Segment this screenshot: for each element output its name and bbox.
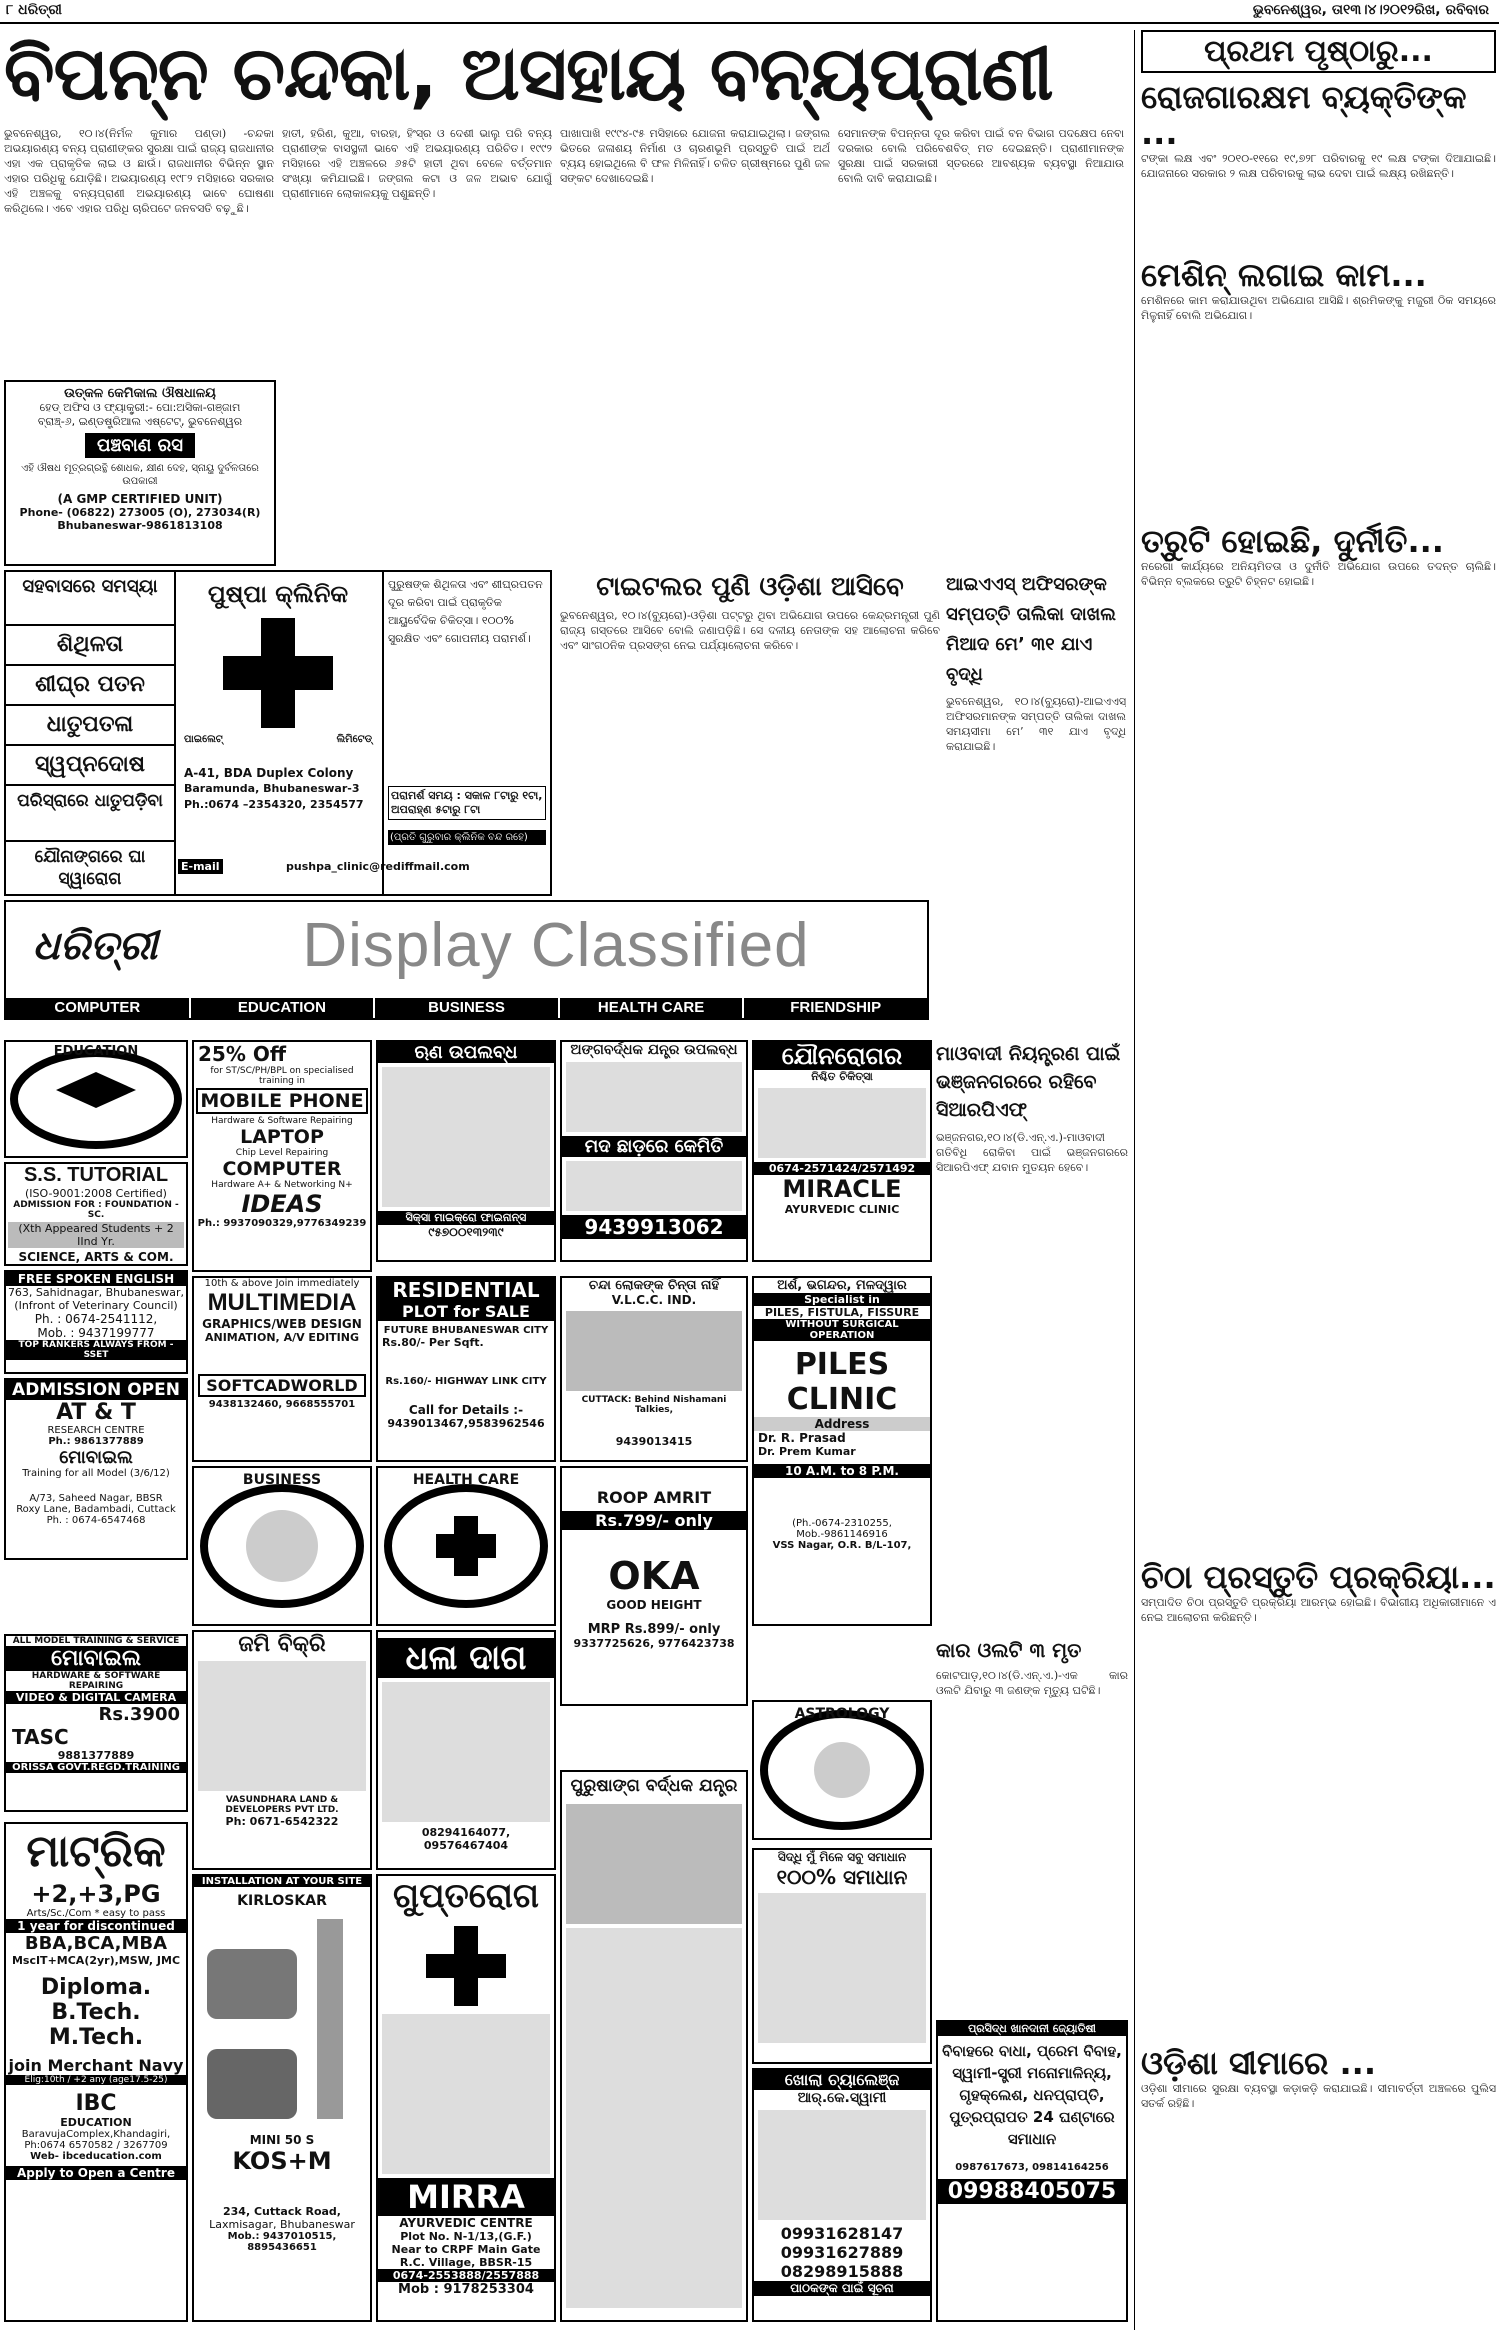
- piles-spec: Specialist in: [754, 1293, 930, 1306]
- atnt-train: Training for all Model (3/6/12): [22, 1468, 170, 1479]
- ias-body: ଭୁବନେଶ୍ୱର, ୧୦।୪(ବ୍ୟୁରୋ)-ଆଇଏଏସ୍ ଅଫିସରମାନଙ୍କ ସମ୍ପତ୍ତି ତାଲିକା ଦାଖଲ ସମୟସୀମା ମେ’ ୩୧ ଯାଏ ବୃଦ୍ଧି କରାଯାଇଛି।: [946, 695, 1126, 753]
- siddhi-pct: ୧୦୦% ସମାଧାନ: [776, 1865, 908, 1889]
- healthcare-label: HEALTH CARE: [412, 1472, 520, 1488]
- piles-timing: 10 A.M. to 8 P.M.: [754, 1464, 930, 1478]
- kirloskar-addr: 234, Cuttack Road,: [223, 2205, 341, 2218]
- pushpa-timing: ପରାମର୍ଶ ସମୟ : ସକାଳ ୮ଟାରୁ ୧ଟା, ଅପରାହ୍ଣ ୫ଟାରୁ ୮ଟା: [388, 786, 546, 820]
- story-heading: ରୋଜଗାରକ୍ଷମ ବ୍ୟକ୍ତିଙ୍କ ...: [1141, 78, 1467, 152]
- oka-mrp: MRP Rs.899/- only: [587, 1622, 721, 1637]
- kirloskar-addr2: Laxmisagar, Bhubaneswar: [209, 2218, 355, 2231]
- pushpa-description: ପୁରୁଷଙ୍କ ଶିଥିଳତା ଏବଂ ଶୀଘ୍ରପତନ ଦୂର କରିବା ପାଇଁ ପ୍ରାକୃତିକ ଆୟୁର୍ବେଦିକ ଚିକିତ୍ସା। ୧୦୦% ସୁରକ୍ଷିତ ଏବଂ ଗୋପନୀୟ ପରାମର୍ଶ।: [388, 578, 543, 645]
- education-emblem: [4, 1040, 188, 1158]
- lead-col3: ପାଖାପାଖି ୧୯୯୪-୯୫ ମସିହାରେ ଯୋଜନା କରାଯାଇଥିଲା। ଜଙ୍ଗଲ ଭିତରେ ଜଳାଶୟ ନିର୍ମାଣ ଓ ଚାରଣଭୂମି ପ୍ରସ୍ତୁତି ପାଇଁ ଅର୍ଥ ବ୍ୟୟ ହୋଇଥିଲେ ବି ଫଳ ମିଳିନାହିଁ। ଚଳିତ ଗ୍ରୀଷ୍ମରେ ପୁଣି ଜଳ ସଙ୍କଟ ଦେଖାଦେଇଛି।: [560, 127, 830, 185]
- category-business[interactable]: BUSINESS: [375, 998, 560, 1018]
- ideas-laptop: LAPTOP: [240, 1126, 324, 1148]
- dhala-ad: [376, 1630, 556, 1870]
- pharma-cert: (A GMP CERTIFIED UNIT): [57, 492, 223, 506]
- land-phone: Ph: 0671-6542322: [225, 1815, 339, 1828]
- ideas-computer: COMPUTER: [222, 1158, 342, 1180]
- business-emblem: [192, 1466, 372, 1626]
- piles-ad: [752, 1276, 932, 1626]
- atnt-ad: [4, 1378, 188, 1560]
- ss-admission: ADMISSION FOR : FOUNDATION - SC.: [13, 1200, 179, 1220]
- spoken-english-addr: 763, Sahidnagar, Bhubaneswar,: [7, 1286, 185, 1299]
- roop-title: ROOP AMRIT: [596, 1488, 712, 1507]
- matric-bba: BBA,BCA,MBA: [24, 1933, 168, 1954]
- pandit-phone: 09988405075: [938, 2179, 1126, 2204]
- continued-tag: ପ୍ରଥମ ପୃଷ୍ଠାରୁ...: [1141, 30, 1496, 73]
- multimedia-ad: [192, 1276, 372, 1462]
- piles-clinic: CLINIC: [786, 1382, 898, 1417]
- car-body: କୋଟପାଡ଼,୧୦।୪(ଡି.ଏନ୍.ଏ.)-ଏକ କାର ଓଲଟି ଯିବାରୁ ୩ ଜଣଙ୍କ ମୃତ୍ୟୁ ଘଟିଛି।: [936, 1669, 1128, 1697]
- plot-ad: [376, 1276, 556, 1462]
- pushpa-logo: ପୁଷ୍ପା କ୍ଲିନିକ: [207, 580, 349, 608]
- rk-swami-ad: [752, 2068, 932, 2322]
- dateline: ଭୁବନେଶ୍ୱର, ତା୧୩।୪।୨୦୧୨ରିଖ, ରବିବାର: [1252, 2, 1489, 18]
- piles-doctor1: Dr. R. Prasad: [758, 1431, 846, 1445]
- pharma-branch: ବ୍ରାଞ୍ଚ୍-୬, ଇଣ୍ଡଷ୍ଟ୍ରିଆଲ ଏଷ୍ଟେଟ୍, ଭୁବନେଶ୍ୱର: [37, 415, 243, 428]
- medical-cross-icon: [426, 1926, 506, 2006]
- ideas-computer-sub: Hardware A+ & Networking N+: [211, 1180, 353, 1190]
- mobile-train-title: ALL MODEL TRAINING & SERVICE: [12, 1636, 180, 1646]
- loan-company: ସିକ୍ସା ମାଇକ୍ରୋ ଫାଇନାନ୍ସ: [378, 1211, 554, 1225]
- kirloskar-ad: [192, 1874, 372, 2322]
- enlarger-liquor: ମଦ ଛାଡ଼ରେ କେମିତି: [562, 1136, 746, 1157]
- zodiac-icon: [754, 1702, 930, 1838]
- ideas-off-note: for ST/SC/PH/BPL on specialised training in: [210, 1066, 354, 1086]
- spoken-english-title: FREE SPOKEN ENGLISH: [6, 1272, 186, 1286]
- enlarger-text-placeholder2: [566, 1161, 742, 1211]
- healthcare-emblem: [376, 1466, 556, 1626]
- mobile-train-name: ମୋବାଇଲ: [6, 1646, 186, 1671]
- story-heading: ତ୍ରୁଟି ହୋଇଛି, ଦୁର୍ନୀତି...: [1141, 522, 1444, 560]
- lead-col4: ସେମାନଙ୍କ ବିପନ୍ନତା ଦୂର କରିବା ପାଇଁ ବନ ବିଭାଗ ପଦକ୍ଷେପ ନେବା ଦରକାର ବୋଲି ପରିବେଶବିତ୍ ମତ ଦେଇଛନ୍ତି। ପ୍ରାଣୀମାନଙ୍କ ସୁରକ୍ଷା ପାଇଁ ସରକାରୀ ସ୍ତରରେ ଆବଶ୍ୟକ ବ୍ୟବସ୍ଥା ନିଆଯାଉ ବୋଲି ଦାବି କରାଯାଇଛି।: [838, 127, 1124, 185]
- category-health-care[interactable]: HEALTH CARE: [560, 998, 745, 1018]
- land-company: VASUNDHARA LAND & DEVELOPERS PVT LTD.: [225, 1795, 339, 1815]
- pandit-phone2: 0987617673, 09814164256: [955, 2162, 1109, 2173]
- enlarger-title: ଅଙ୍ଗବର୍ଦ୍ଧକ ଯନ୍ତ୍ର ଉପଲବ୍ଧ: [570, 1042, 738, 1058]
- ideas-ad: [192, 1040, 372, 1272]
- astrology-label: ASTROLOGY: [794, 1706, 890, 1722]
- piles-head: ଅର୍ଶ, ଭଗନ୍ଦର, ମଳଦ୍ୱାର: [777, 1278, 907, 1293]
- matric-mscit: MscIT+MCA(2yr),MSW, JMC: [11, 1954, 181, 1967]
- category-education[interactable]: EDUCATION: [191, 998, 376, 1018]
- story-heading: ମେଶିନ୍ ଲଗାଇ କାମ...: [1141, 256, 1427, 294]
- lead-col1: ଭୁବନେଶ୍ୱର, ୧୦।୪(ନିର୍ମଳ କୁମାର ପଣ୍ଡା) -ଚନ୍ଦକା ଅଭୟାରଣ୍ୟ ବନ୍ୟ ପ୍ରାଣୀଙ୍କର ସୁରକ୍ଷା ପାଇଁ ରାଜ୍ୟ ରାଜଧାନୀର ଏହା ଏକ ପ୍ରାକୃତିକ ଲାଇ ଓ ଛାଉଁ। ରାଜଧାନୀର ବିଭିନ୍ନ ସ୍ଥାନ ଏହାର ପରିଧିକୁ ଯୋଡ଼ିଛି। ଅଭୟାରଣ୍ୟ ୧୯୮୨ ମସିହାରେ ସରକାର ଏହି ଅଞ୍ଚଳକୁ ବନ୍ୟପ୍ରାଣୀ ଅଭୟାରଣ୍ୟ ଭାବେ ଘୋଷଣା କରିଥିଲେ। ଏବେ ଏହାର ପରିଧି ଚାରିପଟେ ଜନବସତି ବଢ଼ୁଛି।: [4, 127, 274, 215]
- piles-vss: VSS Nagar, O.R. B/L-107,: [772, 1540, 912, 1551]
- top-strip: [0, 0, 1499, 24]
- mobile-training-ad: [4, 1634, 188, 1812]
- vlcc-phone: 9439013415: [615, 1435, 693, 1448]
- matric-pg: +2,+3,PG: [31, 1880, 161, 1908]
- loan-title: ଋଣ ଉପଲବ୍ଧ: [378, 1042, 554, 1063]
- ibc-name: IBC: [75, 2091, 117, 2116]
- tasc-orissa: ORISSA GOVT.REGD.TRAINING: [6, 1762, 186, 1773]
- lead-headline: ବିପନ୍ନ ଚନ୍ଦକା, ଅସହାୟ ବନ୍ୟପ୍ରାଣୀ: [4, 31, 1053, 117]
- mirra-mobile: Mob : 9178253304: [398, 2282, 534, 2297]
- pushpa-sub-left: ପାଇଲେଟ୍: [184, 734, 223, 745]
- softcad-phone: 9438132460, 9668555701: [208, 1399, 356, 1410]
- loan-text-placeholder: [382, 1067, 550, 1207]
- pandit-ad: [936, 2020, 1128, 2322]
- gupta-ad: [376, 1874, 556, 2322]
- mirra-phone: 0674-2553888/2557888: [378, 2269, 554, 2282]
- plot-residential: RESIDENTIAL: [378, 1278, 554, 1302]
- ss-iso: (ISO-9001:2008 Certified): [25, 1187, 167, 1200]
- car-story: [936, 1636, 1128, 2016]
- khola-title: ଖୋଲା ଚ୍ୟାଲେଞ୍ଜ: [754, 2070, 930, 2090]
- titler-headline: ଟାଇଟଲର ପୁଣି ଓଡ଼ିଶା ଆସିବେ: [596, 572, 904, 602]
- dhala-text-placeholder: [382, 1682, 550, 1822]
- piles-address: Address: [754, 1417, 930, 1431]
- graduation-cap-icon: [6, 1042, 186, 1156]
- vlcc-ad: [560, 1276, 748, 1462]
- ideas-off: 25% Off: [198, 1042, 287, 1066]
- purusha-text-placeholder: [566, 1928, 742, 2308]
- piles-op: WITHOUT SURGICAL OPERATION: [754, 1319, 930, 1341]
- vlcc-addr: CUTTACK: Behind Nishamani Talkies,: [581, 1395, 727, 1415]
- kirloskar-mobile: Mob.: 9437010515, 8895436651: [227, 2231, 337, 2253]
- kirloskar-brand: KIRLOSKAR: [237, 1893, 327, 1909]
- story-body: ଓଡ଼ିଶା ସୀମାରେ ସୁରକ୍ଷା ବ୍ୟବସ୍ଥା କଡ଼ାକଡ଼ି କରାଯାଇଛି। ସୀମାବର୍ତ୍ତୀ ଅଞ୍ଚଳରେ ପୁଲିସ ସତର୍କ ରହିଛି।: [1141, 2082, 1496, 2110]
- atnt-sub: RESEARCH CENTRE: [47, 1425, 145, 1436]
- vlcc-brand: V.L.C.C. IND.: [611, 1293, 697, 1307]
- story-body: ଟଙ୍କା ଲକ୍ଷ ଏବଂ ୨୦୧୦-୧୧ରେ ୧୯,୭୨୮ ପରିବାରକୁ ୧୯ ଲକ୍ଷ ଟଙ୍କା ଦିଆଯାଇଛି। ଯୋଜନାରେ ସରକାର ୨ ଲକ୍ଷ ପରିବାରକୁ ଲାଭ ଦେବା ପାଇଁ ଲକ୍ଷ୍ୟ ରଖିଛନ୍ତି।: [1141, 152, 1496, 180]
- plot-phone: 9439013467,9583962546: [387, 1417, 545, 1430]
- ss-line: (Xth Appeared Students + 2 IInd Yr.: [8, 1222, 184, 1248]
- pushpa-item: ପରିସ୍ରାରେ ଧାତୁପଡ଼ିବା: [6, 786, 174, 842]
- softcad-logo: SOFTCADWORLD: [198, 1374, 366, 1397]
- admission-open: ADMISSION OPEN: [6, 1380, 186, 1400]
- mm-sub2: ANIMATION, A/V EDITING: [204, 1331, 360, 1344]
- siddhi-ad: [752, 1848, 932, 2064]
- classified-banner: [4, 900, 929, 1020]
- matric-ad: [4, 1822, 188, 2322]
- mobile-train-hw: HARDWARE & SOFTWARE REPAIRING: [31, 1671, 161, 1691]
- category-computer[interactable]: COMPUTER: [6, 998, 191, 1018]
- pharma-ad: [4, 380, 276, 566]
- purusha-title: ପୁରୁଷାଙ୍ଗ ବର୍ଦ୍ଧକ ଯନ୍ତ୍ର: [570, 1776, 738, 1796]
- spoken-english-mobile: Mob. : 9437199777: [37, 1326, 155, 1340]
- astrology-emblem: [752, 1700, 932, 1840]
- purusha-photo: [566, 1804, 742, 1924]
- ias-headline: ଆଇଏଏସ୍ ଅଫିସରଙ୍କ ସମ୍ପତ୍ତି ତାଲିକା ଦାଖଲ ମିଆଦ ମେ’ ୩୧ ଯାଏ ବୃଦ୍ଧି: [946, 574, 1116, 685]
- matric-btech: B.Tech.: [51, 2000, 141, 2025]
- piles-phone: (Ph.-0674-2310255, Mob.-9861146916: [792, 1518, 892, 1540]
- oka-sub: GOOD HEIGHT: [606, 1598, 702, 1612]
- tasc-phone: 9881377889: [57, 1749, 135, 1762]
- miracle-title: ଯୌନରୋଗର: [754, 1042, 930, 1070]
- swami-name: ଆର୍.କେ.ସ୍ୱାମୀ: [797, 2090, 887, 2106]
- khola-phone3: 08298915888: [780, 2262, 904, 2281]
- khola-phone2: 09931627889: [780, 2243, 904, 2262]
- oka-ad: [560, 1466, 748, 1706]
- health-cross-icon: [378, 1468, 554, 1624]
- ss-streams: SCIENCE, ARTS & COM.: [18, 1250, 174, 1264]
- mobile-train-video: VIDEO & DIGITAL CAMERA: [6, 1691, 186, 1704]
- pushpa-item: ଧାତୁପତଳା: [6, 706, 174, 746]
- titler-body: ଭୁବନେଶ୍ୱର, ୧୦।୪(ବ୍ୟୁରୋ)-ଓଡ଼ିଶା ପଟ୍ଟରୁ ଥିବା ଅଭିଯୋଗ ଉପରେ କେନ୍ଦ୍ରମନ୍ତ୍ରୀ ପୁଣି ରାଜ୍ୟ ଗସ୍ତରେ ଆସିବେ ବୋଲି ଜଣାପଡ଼ିଛି। ସେ ଦଳୀୟ ନେତାଙ୍କ ସହ ଆଲୋଚନା କରିବେ ଏବଂ ସାଂଗଠନିକ ପ୍ରସଙ୍ଗ ନେଇ ପର୍ଯ୍ୟାଲୋଚନା କରିବେ।: [560, 609, 940, 652]
- pharma-city: Bhubaneswar-9861813108: [57, 519, 223, 532]
- land-text-placeholder: [198, 1661, 366, 1791]
- pushpa-address: A-41, BDA Duplex Colony: [184, 766, 354, 780]
- mirra-near: Near to CRPF Main Gate: [391, 2243, 541, 2256]
- dharitri-logo: ଧରିତ୍ରୀ: [32, 923, 158, 969]
- pushpa-phone: Ph.:0674 –2354320, 2354577: [184, 798, 364, 811]
- pushpa-address2: Baramunda, Bhubaneswar-3: [184, 782, 360, 795]
- maoist-headline: ମାଓବାଦୀ ନିୟନ୍ତ୍ରଣ ପାଇଁ ଭଞ୍ଜନଗରରେ ରହିବେ ସିଆରପିଏଫ୍: [936, 1043, 1121, 1121]
- ibc-edu: EDUCATION: [60, 2116, 132, 2129]
- gupta-text-placeholder: [382, 2014, 550, 2174]
- matric-mtech: M.Tech.: [48, 2025, 144, 2050]
- roop-price: Rs.799/- only: [562, 1511, 746, 1530]
- ibc-apply: Apply to Open a Centre: [6, 2166, 186, 2180]
- pushpa-email[interactable]: pushpa_clinic@rediffmail.com: [286, 860, 470, 873]
- swami-text-placeholder: [758, 2110, 926, 2220]
- pump-icon: [197, 1909, 367, 2129]
- story-heading: ଓଡ଼ିଶା ସୀମାରେ ...: [1141, 2044, 1376, 2082]
- mirra-plot: Plot No. N-1/13,(G.F.): [400, 2230, 532, 2243]
- miracle-sub: ନିଶ୍ଚିତ ଚିକିତ୍ସା: [811, 1070, 873, 1083]
- kirloskar-model: MINI 50 S: [249, 2133, 315, 2147]
- tasc-name: TASC: [12, 1725, 69, 1749]
- atnt-addr2: Roxy Lane, Badambadi, Cuttack: [16, 1504, 176, 1515]
- pharma-office: ହେଡ୍ ଅଫିସ ଓ ଫ୍ୟାକ୍ଟ୍ରୀ:- ପୋ:ଅସିକା-ଗଞ୍ଜାମ: [39, 401, 241, 414]
- gupta-title: ଗୁପ୍ତରୋଗ: [393, 1876, 539, 1916]
- mirra-name: MIRRA: [378, 2178, 554, 2216]
- miracle-text-placeholder: [758, 1088, 926, 1158]
- page-number: ୮ ଧରିତ୍ରୀ: [6, 2, 62, 18]
- matric-diploma: Diploma.: [40, 1975, 152, 2000]
- land-title: ଜମି ବିକ୍ରି: [238, 1632, 326, 1657]
- matric-elig: Elig:10th / +2 any (age17.5-25): [6, 2075, 186, 2085]
- piles-title: PILES: [794, 1347, 890, 1382]
- category-friendship[interactable]: FRIENDSHIP: [790, 999, 882, 1016]
- miracle-clinic: AYURVEDIC CLINIC: [784, 1203, 900, 1216]
- pushpa-item: ଶୀଘ୍ର ପତନ: [6, 666, 174, 706]
- mm-title: MULTIMEDIA: [207, 1289, 357, 1316]
- plot-cfd: Call for Details :-: [408, 1403, 524, 1417]
- ibc-addr: BaravujaComplex,Khandagiri,: [21, 2129, 171, 2140]
- email-label: E-mail: [178, 859, 223, 874]
- mm-head: 10th & above Join immediately: [204, 1278, 360, 1289]
- spoken-english-phone: Ph. : 0674-2541112,: [34, 1312, 158, 1326]
- piles-list: PILES, FISTULA, FISSURE: [764, 1306, 920, 1319]
- ideas-laptop-sub: Chip Level Repairing: [235, 1148, 329, 1158]
- pushpa-sub-right: ଲିମିଟେଡ୍: [336, 734, 372, 745]
- right-column: [1134, 30, 1496, 2330]
- matric-disc: 1 year for discontinued: [6, 1919, 186, 1933]
- pharma-phone: Phone- (06822) 273005 (O), 273034(R): [19, 506, 261, 519]
- atnt-phone: Ph.: 9861377889: [48, 1436, 144, 1447]
- dhala-phone: 08294164077, 09576467404: [421, 1826, 511, 1852]
- vlcc-title: ଚନ୍ଦା ଲୋକଙ୍କ ଚିନ୍ତା ନାହିଁ: [588, 1278, 720, 1293]
- ss-tutorial-name: S.S. TUTORIAL: [23, 1164, 169, 1186]
- ideas-mobile: MOBILE PHONE: [196, 1088, 368, 1114]
- titler-story: [560, 570, 940, 896]
- ideas-logo: IDEAS: [241, 1190, 323, 1218]
- pandit-title: ପ୍ରସିଦ୍ଧ ଖାନଦାନୀ ଜ୍ୟୋତିଷୀ: [938, 2022, 1126, 2036]
- ias-story: [946, 570, 1126, 896]
- dhala-title: ଧଳା ଦାଗ: [378, 1638, 554, 1678]
- ss-tutorial-ad: [4, 1162, 188, 1266]
- kirloskar-kosm: KOS+M: [232, 2147, 332, 2175]
- loan-ad: [376, 1040, 556, 1262]
- ibc-phone: Ph:0674 6570582 / 3267709: [24, 2140, 168, 2151]
- matric-title: ମାଟ୍ରିକ: [26, 1826, 166, 1877]
- miracle-name: MIRACLE: [782, 1175, 902, 1203]
- mirra-rc: R.C. Village, BBSR-15: [399, 2256, 533, 2269]
- siddhi-title: ସିଦ୍ଧି ମୁଁ ମିଳେ ସବୁ ସମାଧାନ: [777, 1850, 907, 1864]
- mobile-train-price: Rs.3900: [98, 1704, 180, 1725]
- pushpa-clinic-ad: [4, 570, 552, 896]
- plot-fbc: FUTURE BHUBANESWAR CITY: [383, 1325, 549, 1336]
- loan-phone: ୯୫୭୦୦୧୩୨୩୯: [428, 1225, 504, 1239]
- atnt-phone2: Ph. : 0674-6547468: [46, 1515, 146, 1526]
- oka-title: OKA: [608, 1554, 700, 1598]
- piles-doctor2: Dr. Prem Kumar: [758, 1445, 856, 1458]
- story-body: ସମ୍ପାଦିତ ଚିଠା ପ୍ରସ୍ତୁତି ପ୍ରକ୍ରିୟା ଆରମ୍ଭ ହୋଇଛି। ବିଭାଗୀୟ ଅଧିକାରୀମାନେ ଏ ନେଇ ଆଲୋଚନା କରିଛନ୍ତି।: [1141, 1596, 1496, 1624]
- plot-rs80: Rs.80/- Per Sqft.: [382, 1336, 484, 1349]
- story-heading: ଚିଠା ପ୍ରସ୍ତୁତି ପ୍ରକ୍ରିୟା...: [1141, 1558, 1496, 1596]
- atnt-name: AT & T: [56, 1400, 136, 1425]
- pushpa-item: ସ୍ୱପ୍ନଦୋଷ: [6, 746, 174, 786]
- car-headline: କାର ଓଲଟି ୩ ମୃତ: [936, 1638, 1082, 1662]
- story-body: ମେଶିନରେ କାମ କରାଯାଉଥିବା ଅଭିଯୋଗ ଆସିଛି। ଶ୍ରମିକଙ୍କୁ ମଜୁରୀ ଠିକ ସମୟରେ ମିଳୁନାହିଁ ବୋଲି ଅଭିଯୋଗ।: [1141, 294, 1496, 322]
- maoist-body: ଭଞ୍ଜନଗର,୧୦।୪(ଡି.ଏନ୍.ଏ.)-ମାଓବାଦୀ ଗତିବିଧି ରୋକିବା ପାଇଁ ଭଞ୍ଜନଗରରେ ସିଆରପିଏଫ୍ ଯବାନ ମୁତୟନ ହେବେ।: [936, 1131, 1128, 1174]
- pushpa-note: (ପ୍ରତି ଗୁରୁବାର କ୍ଲିନିକ ବନ୍ଦ ରହେ): [388, 830, 546, 845]
- ideas-mobile-sub: Hardware & Software Repairing: [211, 1116, 353, 1126]
- globe-icon: [194, 1468, 370, 1624]
- oka-phone: 9337725626, 9776423738: [573, 1637, 735, 1650]
- pandit-services: ବିବାହରେ ବାଧା, ପ୍ରେମ ବିବାହ, ସ୍ୱାମୀ-ସ୍ତ୍ରୀ ମନୋମାଳିନ୍ୟ, ଗୃହକ୍ଲେଶ, ଧନପ୍ରାପ୍ତି, ପୁତ୍ରପ୍ରାପତ 24 ଘଣ୍ଟାରେ ସମାଧାନ: [942, 2042, 1122, 2148]
- atnt-addr: A/73, Saheed Nagar, BBSR: [29, 1493, 163, 1504]
- education-label: EDUCATION: [53, 1044, 139, 1059]
- spoken-english-inf: (Infront of Veterinary Council): [14, 1299, 178, 1312]
- khola-phone1: 09931628147: [780, 2224, 904, 2243]
- mirra-sub: AYURVEDIC CENTRE: [399, 2216, 533, 2230]
- kirloskar-install: INSTALLATION AT YOUR SITE: [194, 1876, 370, 1887]
- enlarger-text-placeholder: [566, 1062, 742, 1132]
- toprankers: TOP RANKERS ALWAYS FROM - SSET: [6, 1340, 186, 1360]
- plot-hw160: Rs.160/- HIGHWAY LINK CITY: [385, 1376, 547, 1387]
- land-sale-ad: [192, 1630, 372, 1870]
- siddhi-text-placeholder: [758, 1893, 926, 2043]
- pushpa-item: ସହବାସରେ ସମସ୍ୟା: [6, 572, 174, 626]
- plot-sale: PLOT for SALE: [378, 1302, 554, 1321]
- story-body: ନରେଗା କାର୍ଯ୍ୟରେ ଅନିୟମିତତା ଓ ଦୁର୍ନୀତି ଅଭିଯୋଗ ଉପରେ ତଦନ୍ତ ଚାଲିଛି। ବିଭିନ୍ନ ବ୍ଲକରେ ତ୍ରୁଟି ଚିହ୍ନଟ ହୋଇଛି।: [1141, 560, 1496, 588]
- enlarger-phone: 9439913062: [562, 1215, 746, 1239]
- medical-cross-icon: [223, 618, 333, 728]
- ibc-web[interactable]: Web- ibceducation.com: [30, 2151, 162, 2162]
- enlarger-ad: [560, 1040, 748, 1262]
- lead-col2: ହାତୀ, ହରିଣ, କୁଆ, ବାରହା, ହିଂସ୍ର ଓ ଦେଶୀ ଭାଲୁ ପରି ବନ୍ୟ ପ୍ରାଣୀଙ୍କ ବାସସ୍ଥଳୀ ଭାବେ ଏହି ଅଭୟାରଣ୍ୟ ପରିଚିତ। ୧୯୯୨ ମସିହାରେ ଏହି ଅଞ୍ଚଳରେ ୬୫ଟି ହାତୀ ଥିବା ବେଳେ ବର୍ତ୍ତମାନ ସଂଖ୍ୟା କମିଯାଇଛି। ଜଙ୍ଗଲ କଟା ଓ ଜଳ ଅଭାବ ଯୋଗୁଁ ପ୍ରାଣୀମାନେ ଲୋକାଳୟକୁ ପଶୁଛନ୍ତି।: [282, 127, 552, 200]
- ideas-phone: Ph.: 9937090329,9776349239: [197, 1218, 367, 1229]
- pharma-product: ପଞ୍ଚବାଣ ରସ: [85, 433, 195, 458]
- reader-notice: ପାଠକଙ୍କ ପାଇଁ ସୂଚନା: [754, 2281, 930, 2296]
- matric-merchant: join Merchant Navy: [8, 2056, 184, 2075]
- pushpa-item: ଶିଥିଳତା: [6, 626, 174, 666]
- maoist-story: [936, 1040, 1128, 1630]
- matric-sub: Arts/Sc./Com * easy to pass: [26, 1908, 166, 1919]
- purusha-ad: [560, 1770, 748, 2322]
- pushpa-item: ଯୌନାଙ୍ଗରେ ଘା ସ୍ୱାରୋଗ: [34, 847, 146, 889]
- business-label: BUSINESS: [242, 1472, 322, 1488]
- pharma-desc: ଏହି ଔଷଧ ମୂତ୍ରଗ୍ରନ୍ଥି ଶୋଧକ, କ୍ଷୀଣ ଦେହ, ସ୍ନାୟୁ ଦୁର୍ବଳତାରେ ଉପକାରୀ: [21, 463, 259, 487]
- mm-sub: GRAPHICS/WEB DESIGN: [202, 1317, 362, 1331]
- pharma-name: ଉତ୍କଳ କେମିକାଲ ଔଷଧାଳୟ: [64, 386, 216, 401]
- vlcc-photo: [566, 1311, 742, 1391]
- atnt-mobile: ମୋବାଇଲ: [59, 1447, 133, 1468]
- classified-title: Display Classified: [302, 911, 810, 980]
- miracle-phone: 0674-2571424/2571492: [754, 1162, 930, 1175]
- spoken-english-ad: [4, 1270, 188, 1374]
- miracle-ad: [752, 1040, 932, 1262]
